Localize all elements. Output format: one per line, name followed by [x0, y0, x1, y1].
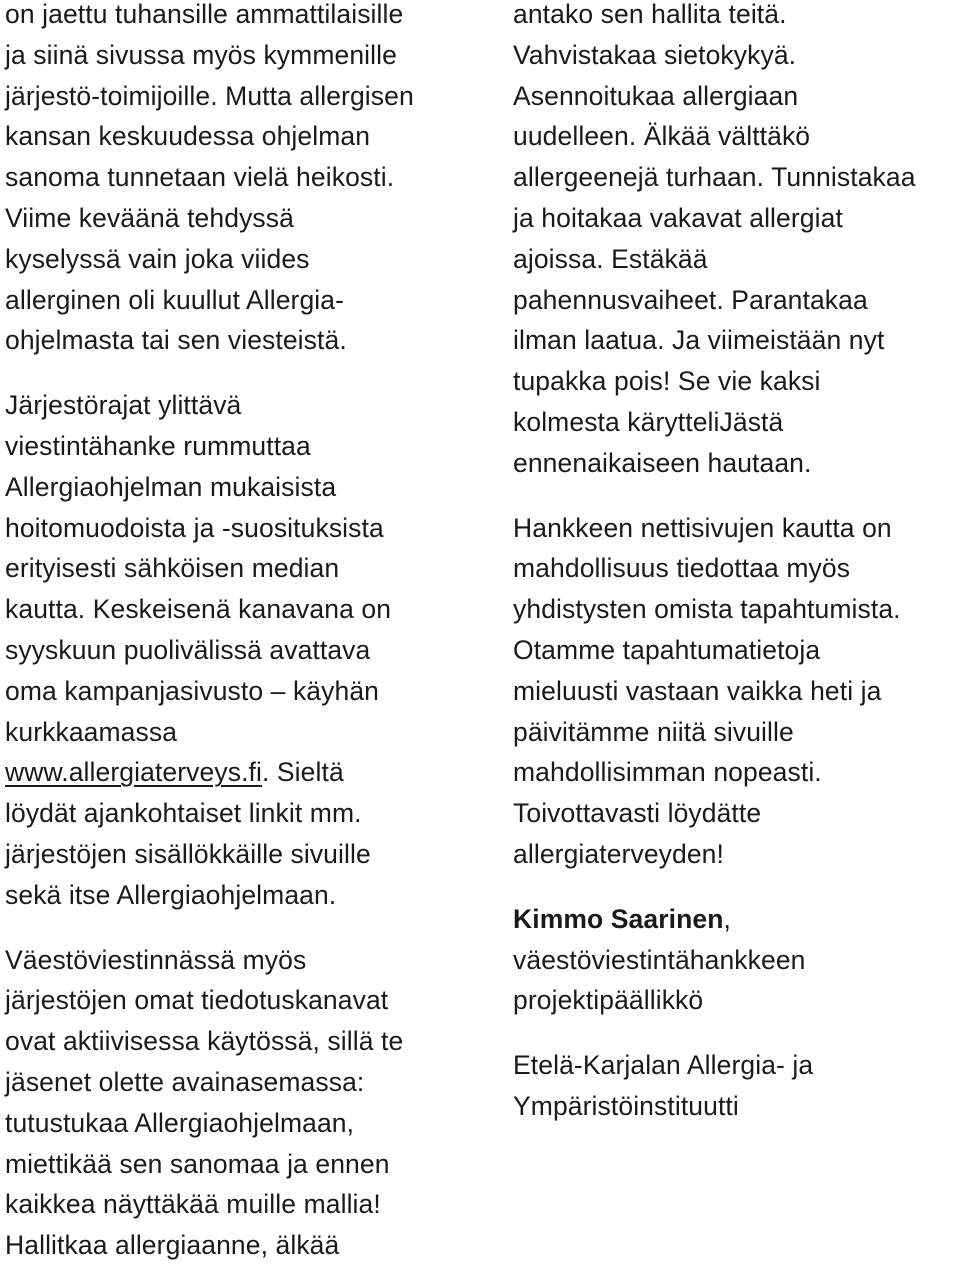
text-line: kyselyssä vain joka viides	[5, 243, 310, 274]
text-line: kolmesta kärytteliJästä	[513, 406, 784, 437]
text-line: Asennoitukaa allergiaan	[513, 80, 799, 111]
signature-name-line	[513, 899, 960, 940]
text-line-with-link	[5, 752, 475, 793]
author-role: väestöviestintähankkeen	[513, 944, 806, 975]
text-line: tutustukaa Allergiaohjelmaan,	[5, 1107, 355, 1138]
paragraph-events	[513, 508, 960, 875]
text-line: järjestö-toimijoille. Mutta allergisen	[5, 80, 414, 111]
text-line: mahdollisimman nopeasti.	[513, 757, 822, 788]
text-line: erityisesti sähköisen median	[5, 553, 340, 584]
text-line: mieluusti vastaan vaikka heti ja	[513, 675, 882, 706]
text-line: allergeenejä turhaan. Tunnistakaa	[513, 162, 916, 193]
text-line: ohjelmasta tai sen viesteistä.	[5, 325, 347, 356]
text-line: antako sen hallita teitä.	[513, 0, 787, 29]
text-line: allerginen oli kuullut Allergia-	[5, 284, 345, 315]
paragraph-advice	[513, 0, 960, 484]
text-line: järjestöjen sisällökkäille sivuille	[5, 838, 371, 869]
institution-block	[513, 1045, 960, 1127]
text-line: Allergiaohjelman mukaisista	[5, 471, 337, 502]
campaign-website-link[interactable]: www.allergiaterveys.fi	[5, 757, 262, 788]
text-line: järjestöjen omat tiedotuskanavat	[5, 985, 389, 1016]
text-line: uudelleen. Älkää välttäkö	[513, 121, 811, 152]
text-line: ja siinä sivussa myös kymmenille	[5, 39, 397, 70]
author-name: Kimmo Saarinen	[513, 903, 724, 934]
text-line: Järjestörajat ylittävä	[5, 390, 242, 421]
text-line: tupakka pois! Se vie kaksi	[513, 366, 821, 397]
signature-block	[513, 899, 960, 1021]
text-line: syyskuun puolivälissä avattava	[5, 634, 371, 665]
text-line: kautta. Keskeisenä kanavana on	[5, 594, 392, 625]
text-line: Hankkeen nettisivujen kautta on	[513, 512, 892, 543]
text-line: kurkkaamassa	[5, 716, 178, 747]
institution-line: Ympäristöinstituutti	[513, 1090, 739, 1121]
text-line: Toivottavasti löydätte	[513, 798, 762, 829]
paragraph-member-call	[5, 940, 475, 1266]
text-line: ja hoitakaa vakavat allergiat	[513, 202, 843, 233]
text-line: Otamme tapahtumatietoja	[513, 634, 821, 665]
text-line: pahennusvaiheet. Parantakaa	[513, 284, 868, 315]
text-line: jäsenet olette avainasemassa:	[5, 1066, 365, 1097]
text-line: Hallitkaa allergiaanne, älkää	[5, 1230, 340, 1261]
text-line: hoitomuodoista ja -suosituksista	[5, 512, 384, 543]
text-line: sekä itse Allergiaohjelmaan.	[5, 879, 337, 910]
text-line: ovat aktiivisessa käytössä, sillä te	[5, 1026, 404, 1057]
text-line: yhdistysten omista tapahtumista.	[513, 594, 901, 625]
author-name-suffix: ,	[723, 903, 731, 934]
institution-line: Etelä-Karjalan Allergia- ja	[513, 1050, 814, 1081]
text-line: löydät ajankohtaiset linkit mm.	[5, 798, 362, 829]
author-title: projektipäällikkö	[513, 985, 704, 1016]
text-line: on jaettu tuhansille ammattilaisille	[5, 0, 404, 29]
text-line: päivitämme niitä sivuille	[513, 716, 794, 747]
text-line: ennenaikaiseen hautaan.	[513, 447, 812, 478]
text-line: kaikkea näyttäkää muille mallia!	[5, 1189, 381, 1220]
text-line: Vahvistakaa sietokykyä.	[513, 39, 797, 70]
text-line: mahdollisuus tiedottaa myös	[513, 553, 851, 584]
text-line: Viime keväänä tehdyssä	[5, 202, 294, 233]
text-line: ajoissa. Estäkää	[513, 243, 708, 274]
text-after-link: . Sieltä	[261, 757, 344, 788]
text-line: oma kampanjasivusto – käyhän	[5, 675, 380, 706]
left-column	[5, 0, 475, 1266]
text-line: kansan keskuudessa ohjelman	[5, 121, 371, 152]
text-line: Väestöviestinnässä myös	[5, 944, 307, 975]
paragraph-intro	[5, 0, 475, 361]
paragraph-campaign	[5, 385, 475, 915]
right-column	[513, 0, 960, 1127]
text-line: ilman laatua. Ja viimeistään nyt	[513, 325, 885, 356]
text-line: miettikää sen sanomaa ja ennen	[5, 1148, 390, 1179]
text-line: allergiaterveyden!	[513, 838, 724, 869]
text-line: viestintähanke rummuttaa	[5, 430, 311, 461]
text-line: sanoma tunnetaan vielä heikosti.	[5, 162, 395, 193]
